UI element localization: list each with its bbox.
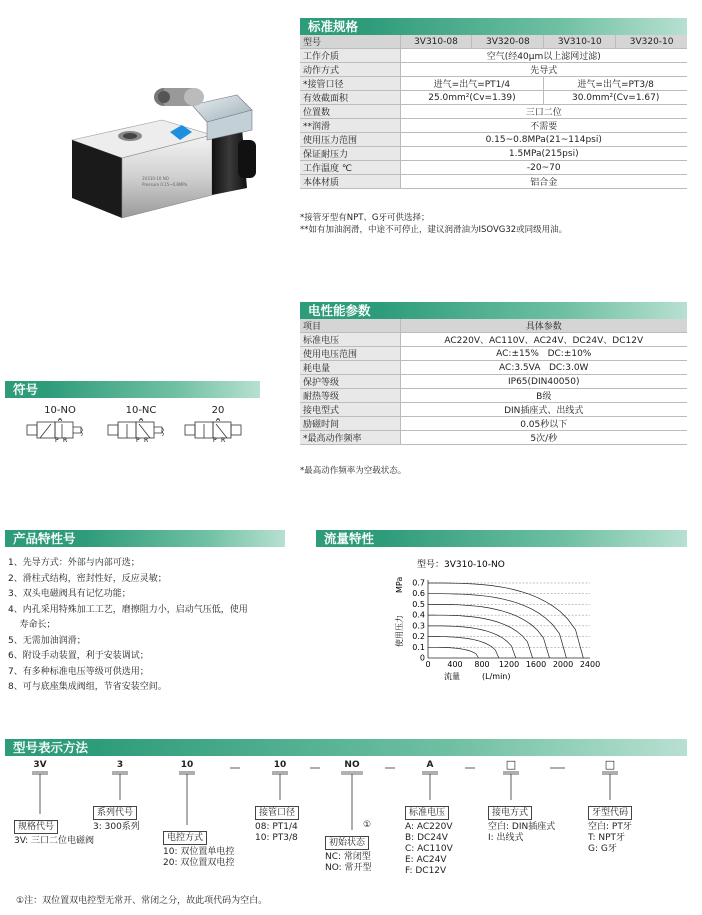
code-part: 3 — [116, 760, 124, 770]
port-r: R — [144, 437, 149, 442]
x-tick-label: 1600 — [525, 660, 547, 669]
code-group-spec — [14, 814, 94, 847]
row-label: 有效截面积 — [300, 91, 400, 105]
x-tick-label: 2000 — [552, 660, 574, 669]
row-label: *最高动作频率 — [300, 431, 400, 445]
list-item: 7、有多种标准电压等级可供选用； — [8, 666, 149, 677]
row-label: 使用电压范围 — [300, 347, 400, 361]
model-code-diagram — [0, 760, 702, 890]
code-group-connection — [488, 800, 555, 844]
specs-title: 标准规格 — [308, 19, 359, 34]
list-item: 8、可与底座集成阀组，节省安装空间。 — [8, 682, 167, 692]
symbol-label: 10-NO — [44, 405, 76, 416]
row-label: 接电型式 — [300, 403, 400, 417]
row-value: AC:±15% DC:±10% — [400, 347, 687, 361]
specs-header-model: 3V310-10 — [544, 35, 616, 49]
code-group-port — [255, 800, 299, 844]
flow-curve — [428, 626, 516, 658]
electrical-header-row — [300, 319, 687, 333]
specs-note: *接管牙型有NPT、G牙可供选择； — [300, 213, 430, 223]
code-group-series — [93, 800, 140, 833]
row-value: 铝合金 — [400, 175, 687, 189]
y-tick-label: 0.4 — [412, 610, 425, 620]
table-row — [300, 347, 687, 361]
code-group-label: 系列代号 — [93, 806, 137, 820]
row-label: *接管口径 — [300, 77, 400, 91]
code-group-label: 规格代号 — [14, 820, 58, 834]
table-row — [300, 161, 687, 175]
list-item: 4、内孔采用特殊加工工艺，磨擦阻力小，启动气压低，使用 — [8, 604, 248, 615]
port-p: P — [55, 437, 59, 442]
electrical-table — [300, 319, 687, 445]
table-row — [300, 63, 687, 77]
row-label: 励磁时间 — [300, 417, 400, 431]
table-row — [300, 389, 687, 403]
row-value: 25.0mm²(Cv=1.39) — [400, 91, 544, 105]
x-tick-label: 0 — [425, 660, 431, 669]
row-value: AC220V、AC110V、AC24V、DC24V、DC12V — [400, 333, 687, 347]
code-group-values: 10: 双位置单电控 20: 双位置双电控 — [163, 847, 235, 868]
row-value: 1.5MPa(215psi) — [400, 147, 687, 161]
table-row — [300, 403, 687, 417]
row-label: 位置数 — [300, 105, 400, 119]
features-list — [8, 556, 298, 696]
table-row — [300, 91, 687, 105]
row-label: 动作方式 — [300, 63, 400, 77]
features-title: 产品特性号 — [13, 531, 76, 546]
list-item: 2、滑柱式结构，密封性好，反应灵敏； — [8, 573, 167, 584]
y-tick-label: 0.2 — [412, 632, 425, 642]
electrical-header-item: 项目 — [300, 319, 400, 333]
row-value: 0.15~0.8MPa(21~114psi) — [400, 133, 687, 147]
code-group-values: 3: 300系列 — [93, 822, 140, 832]
code-group-label: 标准电压 — [405, 806, 449, 820]
flow-curve — [428, 583, 583, 658]
flow-label-y: 使用压力 — [395, 615, 404, 647]
svg-text:Pressure 0.15~0.8MPa: Pressure 0.15~0.8MPa — [142, 182, 188, 187]
table-row — [300, 119, 687, 133]
code-group-label: 接管口径 — [255, 806, 299, 820]
valve-symbol-icon — [106, 418, 176, 442]
list-item: 1、先导方式：外部与内部可选； — [8, 558, 140, 568]
row-value: 进气=出气=PT1/4 — [400, 77, 544, 91]
code-group-values: A: AC220V B: DC24V C: AC110V E: AC24V F: DC12V — [405, 822, 453, 876]
specs-notes — [300, 212, 700, 236]
table-row — [300, 417, 687, 431]
electrical-title: 电性能参数 — [308, 303, 371, 318]
electrical-header-param: 具体参数 — [400, 319, 687, 333]
y-tick-label: 0.3 — [412, 621, 425, 631]
code-group-label: 牙型代码 — [588, 806, 632, 820]
specs-header-model: 3V310-08 — [400, 35, 472, 49]
row-label: 工作温度 ℃ — [300, 161, 400, 175]
flow-unit-y: MPa — [395, 576, 404, 593]
row-value: 0.05秒以下 — [400, 417, 687, 431]
svg-text:3V310-10 NO: 3V310-10 NO — [142, 176, 169, 181]
port-p: P — [136, 437, 140, 442]
row-label: 耐热等级 — [300, 389, 400, 403]
specs-header-label: 型号 — [300, 35, 400, 49]
list-item: 5、无需加油润滑； — [8, 635, 86, 646]
x-tick-label: 1200 — [498, 660, 520, 669]
electrical-note: *最高动作频率为空载状态。 — [300, 466, 407, 476]
electrical-title-bar — [300, 302, 687, 319]
code-part: A — [426, 760, 434, 770]
symbol-10-nc — [106, 405, 176, 446]
symbol-label: 10-NC — [125, 405, 157, 416]
x-tick-label: 800 — [474, 660, 490, 669]
model-code-footnote: ①注：双位置双电控型无常开、常闭之分，故此项代码为空白。 — [16, 896, 268, 906]
code-group-initial — [325, 820, 372, 874]
specs-table — [300, 35, 687, 189]
symbol-label: 20 — [211, 405, 225, 416]
code-group-values: NC: 常闭型 NO: 常开型 — [325, 852, 372, 873]
code-part: 3V — [33, 760, 47, 770]
table-row — [300, 49, 687, 63]
table-row — [300, 175, 687, 189]
port-a: A — [139, 418, 144, 423]
specs-header-model: 3V320-08 — [472, 35, 544, 49]
table-row — [300, 375, 687, 389]
features-title-bar — [5, 530, 285, 547]
code-group-values: 空白: PT牙 T: NPT牙 G: G牙 — [588, 822, 632, 854]
table-row — [300, 77, 687, 91]
code-part: 10 — [180, 760, 194, 770]
row-value: 进气=出气=PT3/8 — [544, 77, 687, 91]
row-value: -20~70 — [400, 161, 687, 175]
code-group-label: 电控方式 — [163, 831, 207, 845]
footnote-mark: ① — [363, 820, 372, 830]
row-value: AC:3.5VA DC:3.0W — [400, 361, 687, 375]
port-r: R — [221, 437, 226, 442]
row-label: 标准电压 — [300, 333, 400, 347]
table-row — [300, 133, 687, 147]
code-group-values: 3V: 三口二位电磁阀 — [14, 836, 95, 846]
valve-symbol-icon — [25, 418, 95, 442]
code-group-values: 空白: DIN插座式 I: 出线式 — [488, 822, 556, 843]
code-group-thread — [588, 800, 632, 855]
y-tick-label: 0.7 — [412, 578, 425, 588]
row-label: 保证耐压力 — [300, 147, 400, 161]
symbols-title: 符号 — [13, 382, 39, 397]
row-label: 使用压力范围 — [300, 133, 400, 147]
table-row — [300, 431, 687, 445]
symbols-title-bar — [5, 381, 260, 398]
table-row — [300, 105, 687, 119]
row-value: B级 — [400, 389, 687, 403]
list-item: 6、附设手动装置，利于安装调试； — [8, 651, 149, 661]
model-code-title: 型号表示方法 — [13, 740, 89, 755]
row-value: 30.0mm²(Cv=1.67) — [544, 91, 687, 105]
code-group-voltage — [405, 800, 453, 877]
row-value: 先导式 — [400, 63, 687, 77]
row-value: IP65(DIN40050) — [400, 375, 687, 389]
flow-label-x: 流量 — [444, 672, 460, 681]
symbol-20 — [183, 405, 253, 446]
row-value: 5次/秒 — [400, 431, 687, 445]
flow-curve — [428, 604, 550, 658]
y-tick-label: 0.1 — [412, 642, 425, 652]
specs-header-row — [300, 35, 687, 49]
specs-header-model: 3V320-10 — [616, 35, 687, 49]
row-value: 不需要 — [400, 119, 687, 133]
x-tick-label: 400 — [447, 660, 463, 669]
product-image — [52, 80, 267, 220]
code-group-label: 接电方式 — [488, 806, 532, 820]
y-tick-label: 0 — [419, 653, 425, 663]
code-part: □ — [505, 758, 517, 771]
flow-title-bar — [316, 530, 687, 547]
specs-title-bar — [300, 18, 687, 35]
specs-note: **如有加油润滑，中途不可停止，建议润滑油为ISOVG32或同级用油。 — [300, 225, 568, 235]
flow-title: 流量特性 — [324, 531, 375, 546]
row-label: 保护等级 — [300, 375, 400, 389]
port-a: A — [58, 418, 63, 423]
row-value: DIN插座式、出线式 — [400, 403, 687, 417]
row-label: 本体材质 — [300, 175, 400, 189]
port-a: A — [216, 418, 221, 423]
code-part: □ — [604, 758, 616, 771]
x-tick-label: 2400 — [579, 660, 601, 669]
table-row — [300, 333, 687, 347]
row-value: 三口二位 — [400, 105, 687, 119]
list-item: 寿命长； — [8, 620, 56, 630]
flow-unit-x: (L/min) — [482, 672, 511, 681]
y-tick-label: 0.5 — [412, 599, 425, 609]
table-row — [300, 361, 687, 375]
code-group-values: 08: PT1/4 10: PT3/8 — [255, 822, 298, 843]
table-row — [300, 147, 687, 161]
model-code-title-bar — [5, 739, 687, 756]
row-label: **润滑 — [300, 119, 400, 133]
flow-chart — [380, 555, 620, 690]
list-item: 3、双头电磁阀具有记忆功能； — [8, 589, 131, 599]
flow-curve — [428, 647, 479, 658]
y-tick-label: 0.6 — [412, 589, 425, 599]
code-group-control — [163, 825, 234, 869]
port-p: P — [213, 437, 217, 442]
code-part: NO — [344, 760, 360, 770]
valve-symbol-icon — [183, 418, 253, 442]
row-label: 耗电量 — [300, 361, 400, 375]
code-group-label: 初始状态 — [325, 836, 369, 850]
code-part: 10 — [273, 760, 287, 770]
symbol-10-no — [25, 405, 95, 446]
port-r: R — [63, 437, 68, 442]
row-label: 工作介质 — [300, 49, 400, 63]
flow-model: 型号：3V310-10-NO — [417, 560, 505, 570]
row-value: 空气(经40μm以上滤网过滤) — [400, 49, 687, 63]
